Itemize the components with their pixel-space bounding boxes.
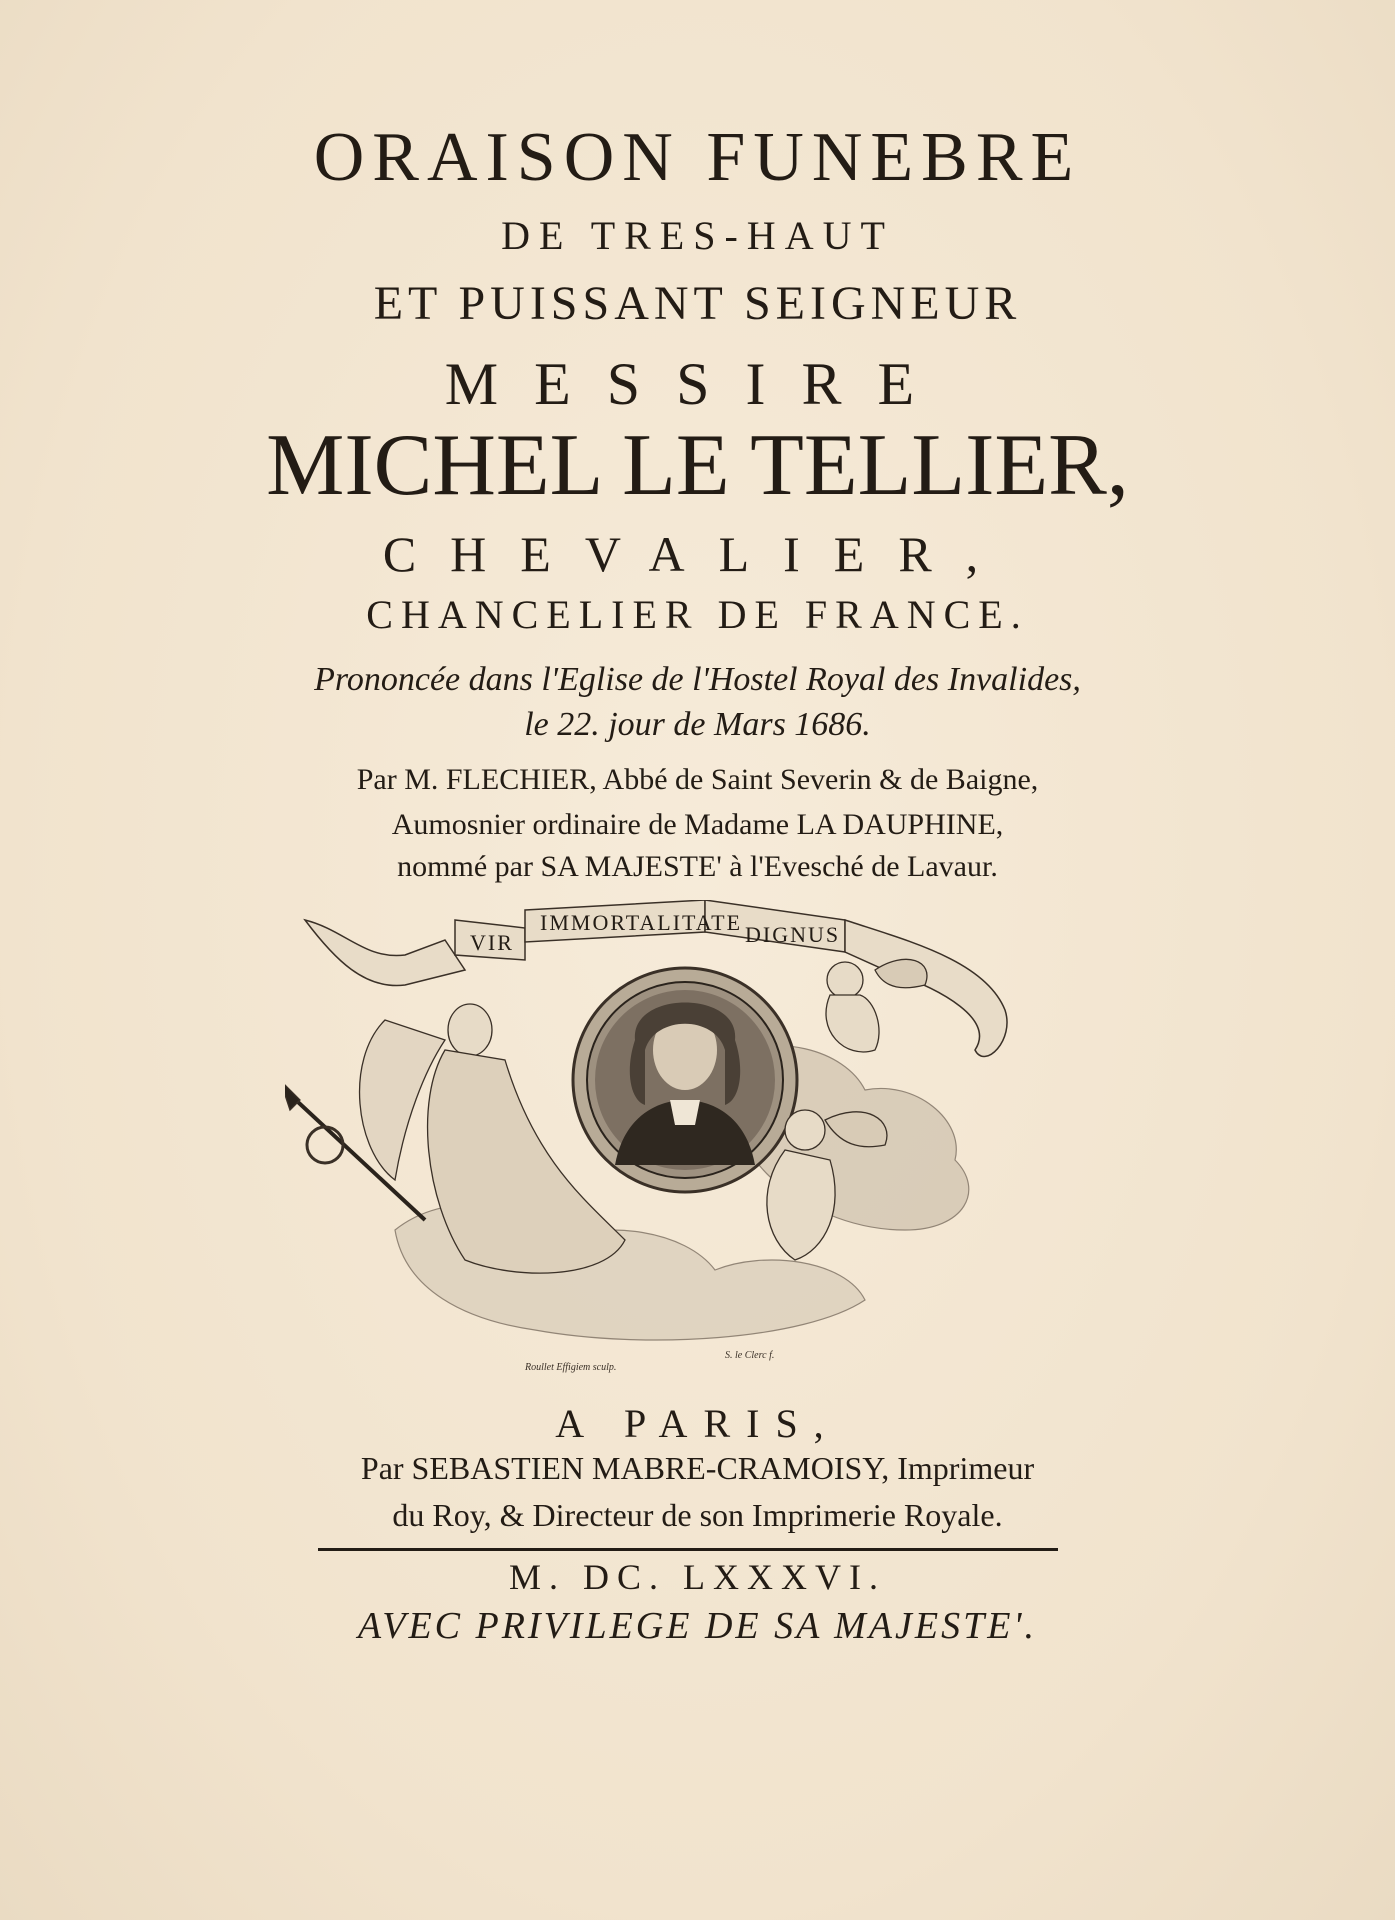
title-line-puissant-seigneur: ET PUISSANT SEIGNEUR <box>373 277 1022 330</box>
motto-word-dignus: DIGNUS <box>745 922 841 947</box>
artist-signature: S. le Clerc f. <box>725 1350 775 1361</box>
title-line-chevalier: CHEVALIER, <box>382 526 1013 582</box>
frontispiece-engraving <box>285 900 1095 1380</box>
privilege-line: AVEC PRIVILEGE DE SA MAJESTE'. <box>357 1605 1038 1647</box>
putto-upper <box>826 959 927 1052</box>
occasion-date: le 22. jour de Mars 1686. <box>524 706 871 743</box>
occasion-line-1: Prononcée dans l'Eglise de l'Hostel Royal des Invalides, <box>314 661 1081 698</box>
title-line-chancelier: CHANCELIER DE FRANCE. <box>366 592 1029 637</box>
engraver-signature: Roullet Effigiem sculp. <box>525 1362 617 1373</box>
printer-line-1: Par SEBASTIEN MABRE-CRAMOISY, Imprimeur <box>360 1450 1035 1486</box>
imprint-year: M. DC. LXXXVI. <box>509 1557 886 1597</box>
title-line-de-tres-haut: DE TRES-HAUT <box>501 213 894 258</box>
title-heading: ORAISON FUNEBRE <box>313 119 1082 196</box>
motto-word-immortalitate: IMMORTALITATE <box>540 910 743 935</box>
author-line-1: Par M. FLECHIER, Abbé de Saint Severin & de Baigne, <box>356 763 1039 796</box>
subject-name: MICHEL LE TELLIER, <box>266 417 1129 514</box>
printer-line-2: du Roy, & Directeur de son Imprimerie Royale. <box>392 1497 1003 1533</box>
portrait-medallion <box>573 968 797 1192</box>
title-line-messire: MESSIRE <box>444 351 951 417</box>
author-line-2: Aumosnier ordinaire de Madame LA DAUPHINE, <box>391 808 1004 841</box>
fame-figure <box>285 1004 625 1273</box>
imprint-city: A PARIS, <box>555 1401 840 1446</box>
laurel-wreath-icon <box>307 1127 343 1163</box>
motto-word-vir: VIR <box>470 930 514 955</box>
divider-rule <box>318 1548 1058 1551</box>
author-line-3: nommé par SA MAJESTE' à l'Evesché de Lavaur. <box>397 850 998 883</box>
